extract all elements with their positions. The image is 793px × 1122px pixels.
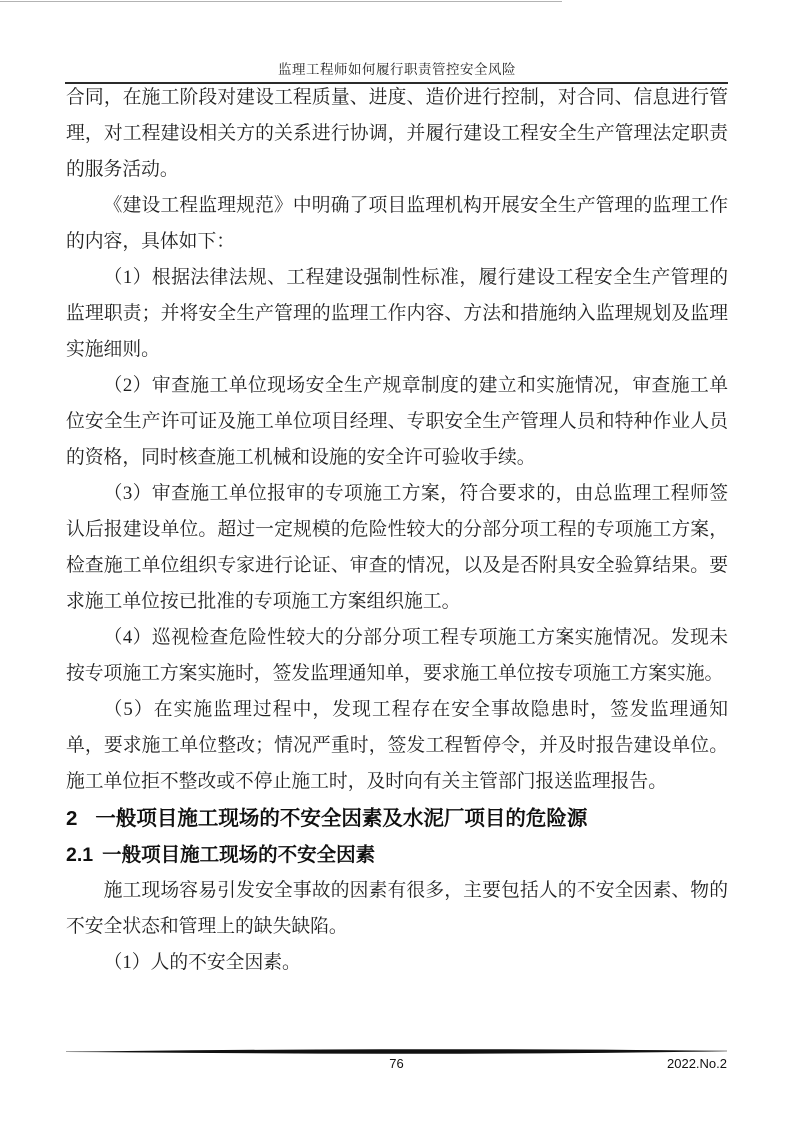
paragraph-item-3: （3）审查施工单位报审的专项施工方案，符合要求的，由总监理工程师签认后报建设单位。超过一定规模的危险性较大的分部分项工程的专项施工方案，检查施工单位组织专家进行论证、审查的情况，以及是否附具安全验算结果。要求施工单位按已批准的专项施工方案组织施工。 bbox=[66, 483, 728, 612]
section-heading bbox=[66, 800, 728, 837]
paragraph: 施工现场容易引发安全事故的因素有很多，主要包括人的不安全因素、物的不安全状态和管理上的缺失缺陷。 bbox=[66, 880, 728, 937]
subsection-heading bbox=[66, 837, 728, 873]
document-body bbox=[66, 80, 728, 981]
paragraph-item-5: （5）在实施监理过程中，发现工程存在安全事故隐患时，签发监理通知单，要求施工单位整改；情况严重时，签发工程暂停令，并及时报告建设单位。施工单位拒不整改或不停止施工时，及时向有关主管部门报送监理报告。 bbox=[66, 699, 728, 792]
paragraph: 《建设工程监理规范》中明确了项目监理机构开展安全生产管理的监理工作的内容，具体如下： bbox=[66, 195, 728, 252]
footer-divider-line bbox=[66, 1048, 727, 1055]
paragraph-continuation: 合同，在施工阶段对建设工程质量、进度、造价进行控制，对合同、信息进行管理，对工程建设相关方的关系进行协调，并履行建设工程安全生产管理法定职责的服务活动。 bbox=[66, 87, 728, 180]
section-number: 2 bbox=[66, 807, 78, 830]
issue-label: 2022.No.2 bbox=[667, 1056, 727, 1071]
scan-artifact-line bbox=[0, 1, 562, 2]
running-header-title: 监理工程师如何履行职责管控安全风险 bbox=[278, 62, 516, 77]
subsection-title: 一般项目施工现场的不安全因素 bbox=[102, 844, 376, 866]
paragraph-item-1: （1）根据法律法规、工程建设强制性标准，履行建设工程安全生产管理的监理职责；并将安全生产管理的监理工作内容、方法和措施纳入监理规划及监理实施细则。 bbox=[66, 267, 728, 360]
paragraph-item-list: （1）人的不安全因素。 bbox=[103, 952, 301, 973]
paragraph-item-4: （4）巡视检查危险性较大的分部分项工程专项施工方案实施情况。发现未按专项施工方案实施时，签发监理通知单，要求施工单位按专项施工方案实施。 bbox=[66, 627, 728, 684]
paragraph-item-2: （2）审查施工单位现场安全生产规章制度的建立和实施情况，审查施工单位安全生产许可证及施工单位项目经理、专职安全生产管理人员和特种作业人员的资格，同时核查施工机械和设施的安全许可验收手续。 bbox=[66, 375, 728, 468]
section-title: 一般项目施工现场的不安全因素及水泥厂项目的危险源 bbox=[95, 807, 588, 830]
subsection-number: 2.1 bbox=[66, 844, 94, 866]
page-number: 76 bbox=[389, 1056, 404, 1071]
